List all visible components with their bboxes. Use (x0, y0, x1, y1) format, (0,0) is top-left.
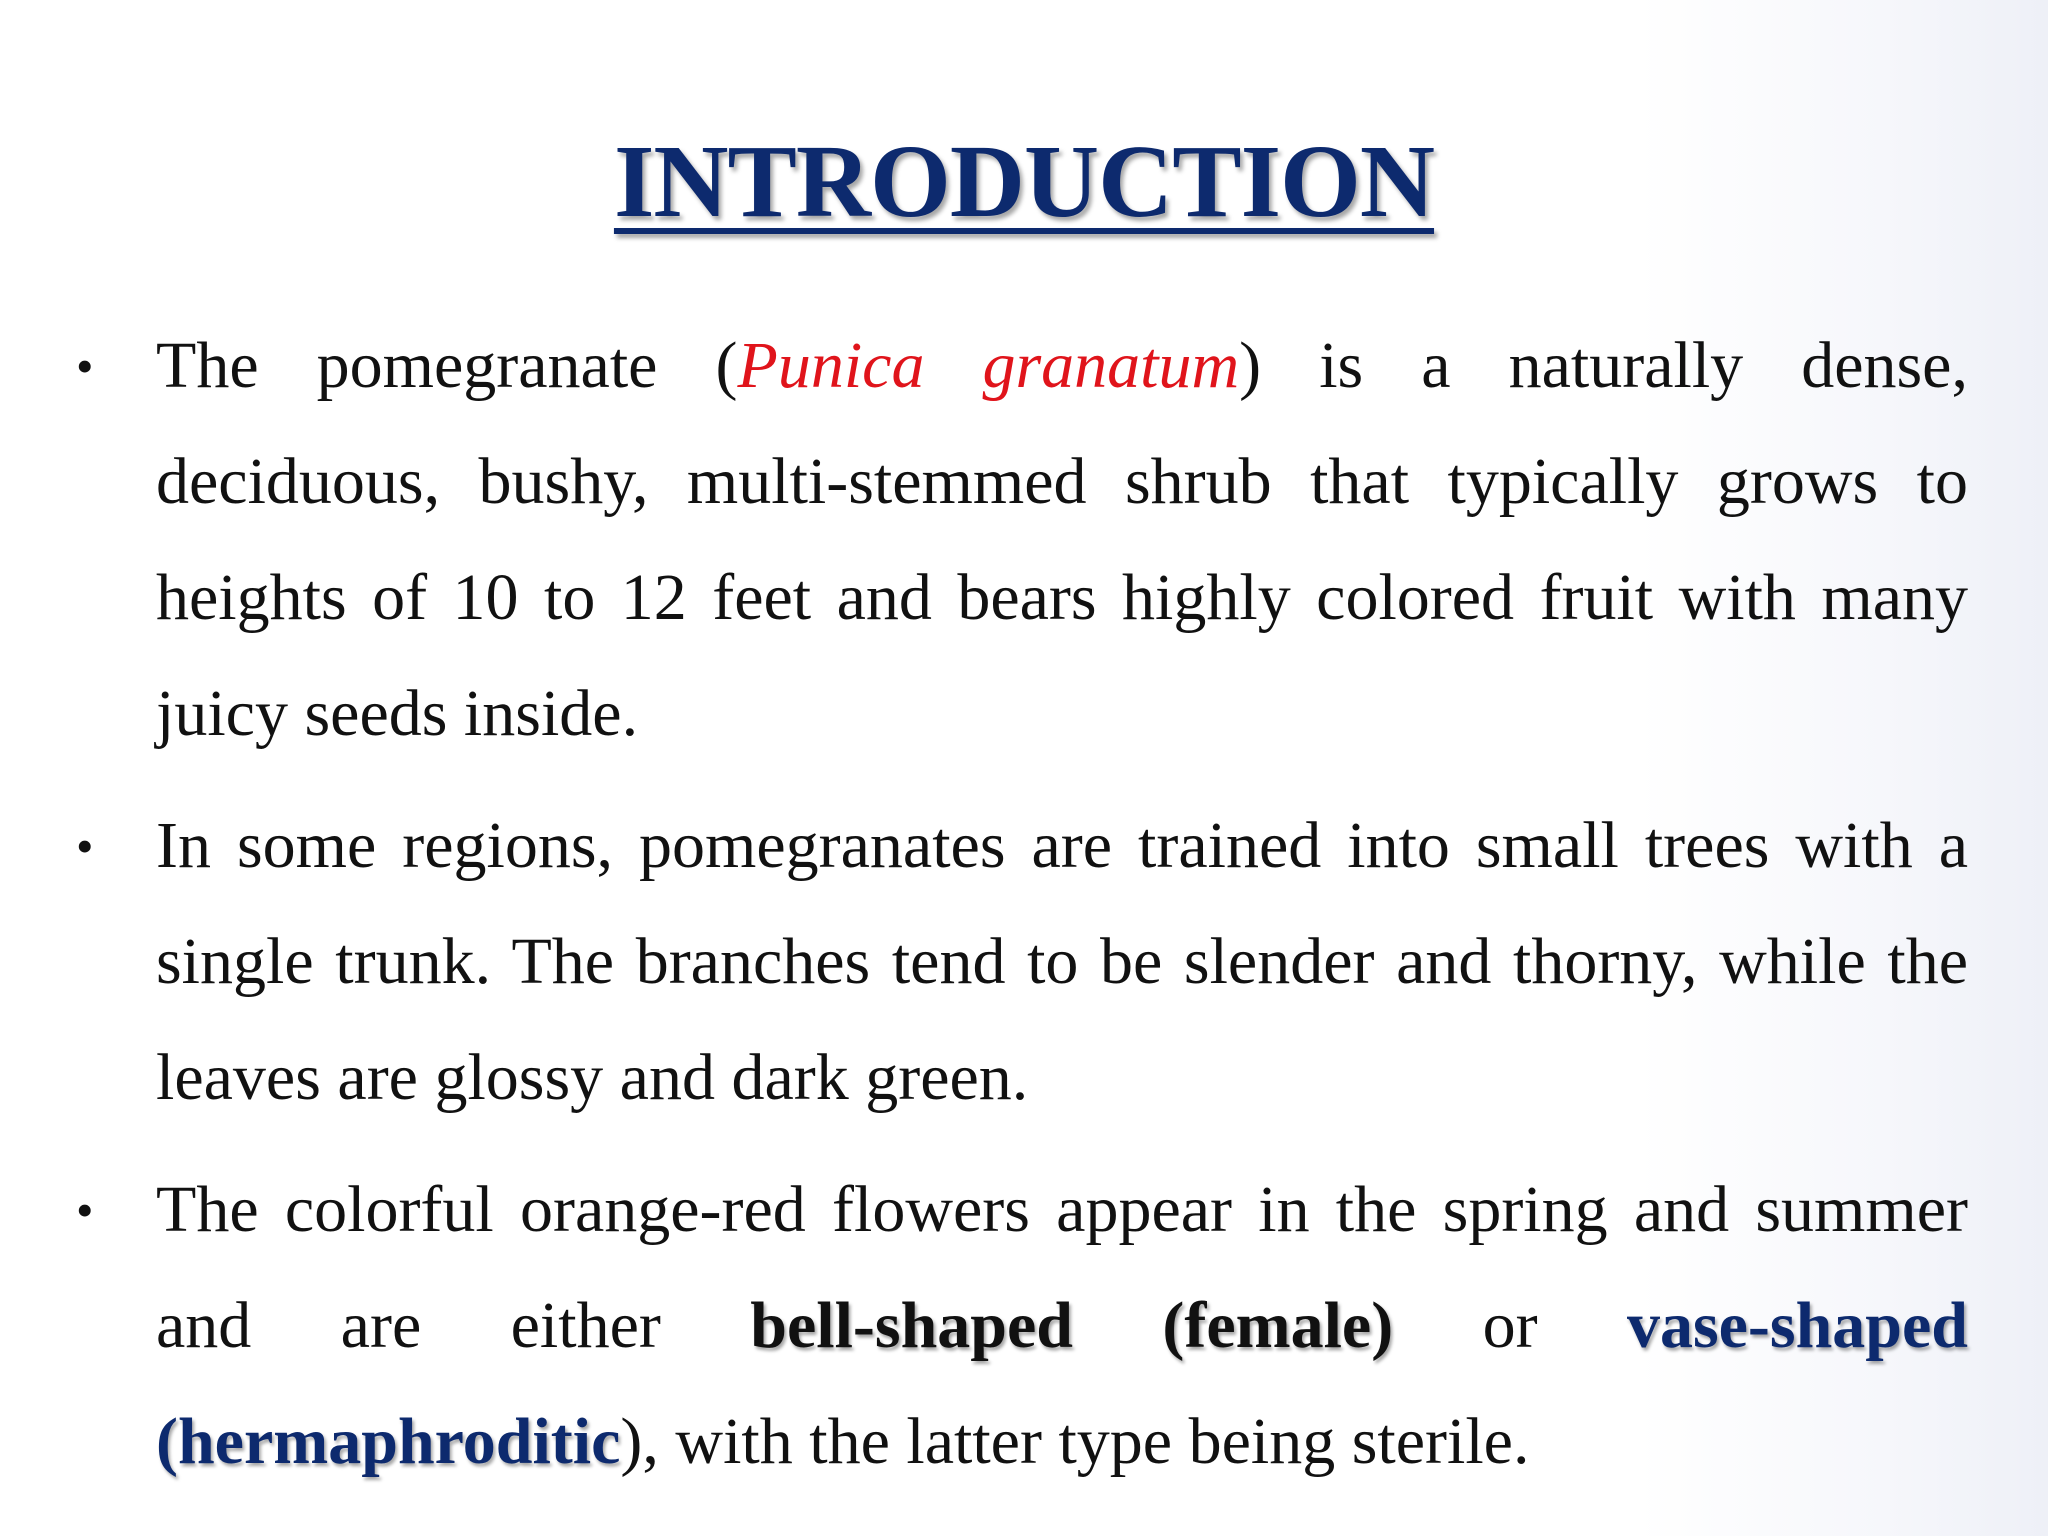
bullet-dot-icon: • (76, 1182, 94, 1238)
bullet-dot-icon: • (76, 818, 94, 874)
bullet-dot-icon: • (76, 338, 94, 394)
bullet-item-2 (70, 788, 1968, 1136)
slide-title: INTRODUCTION (613, 124, 1435, 239)
bullet-3-text-mid: or (1393, 1289, 1627, 1362)
bullet-item-1 (70, 308, 1968, 772)
bullet-1-text-end: ) is a naturally dense, deciduous, bushy, multi-stemmed shrub that typically grows to heights of 10 to 12 feet and bears highly colored fruit with many juicy seeds inside. (156, 329, 1968, 750)
scientific-name: Punica granatum (737, 329, 1240, 402)
bullet-list (70, 308, 1968, 1516)
female-flower-type: bell-shaped (female) (750, 1289, 1394, 1362)
hermaphroditic-flower-type: vase-shaped (hermaphroditic (156, 1289, 1968, 1478)
bullet-item-3 (70, 1152, 1968, 1500)
bullet-3-text-end: ), with the latter type being sterile. (620, 1405, 1530, 1478)
bullet-2-text: In some regions, pomegranates are trained into small trees with a single trunk. The branches tend to be slender and thorny, while the leaves are glossy and dark green. (156, 809, 1968, 1114)
bullet-1-text-start: The pomegranate ( (156, 329, 738, 402)
bullet-3-text-start: The colorful orange-red flowers appear in the spring and summer and are either (156, 1173, 1968, 1362)
